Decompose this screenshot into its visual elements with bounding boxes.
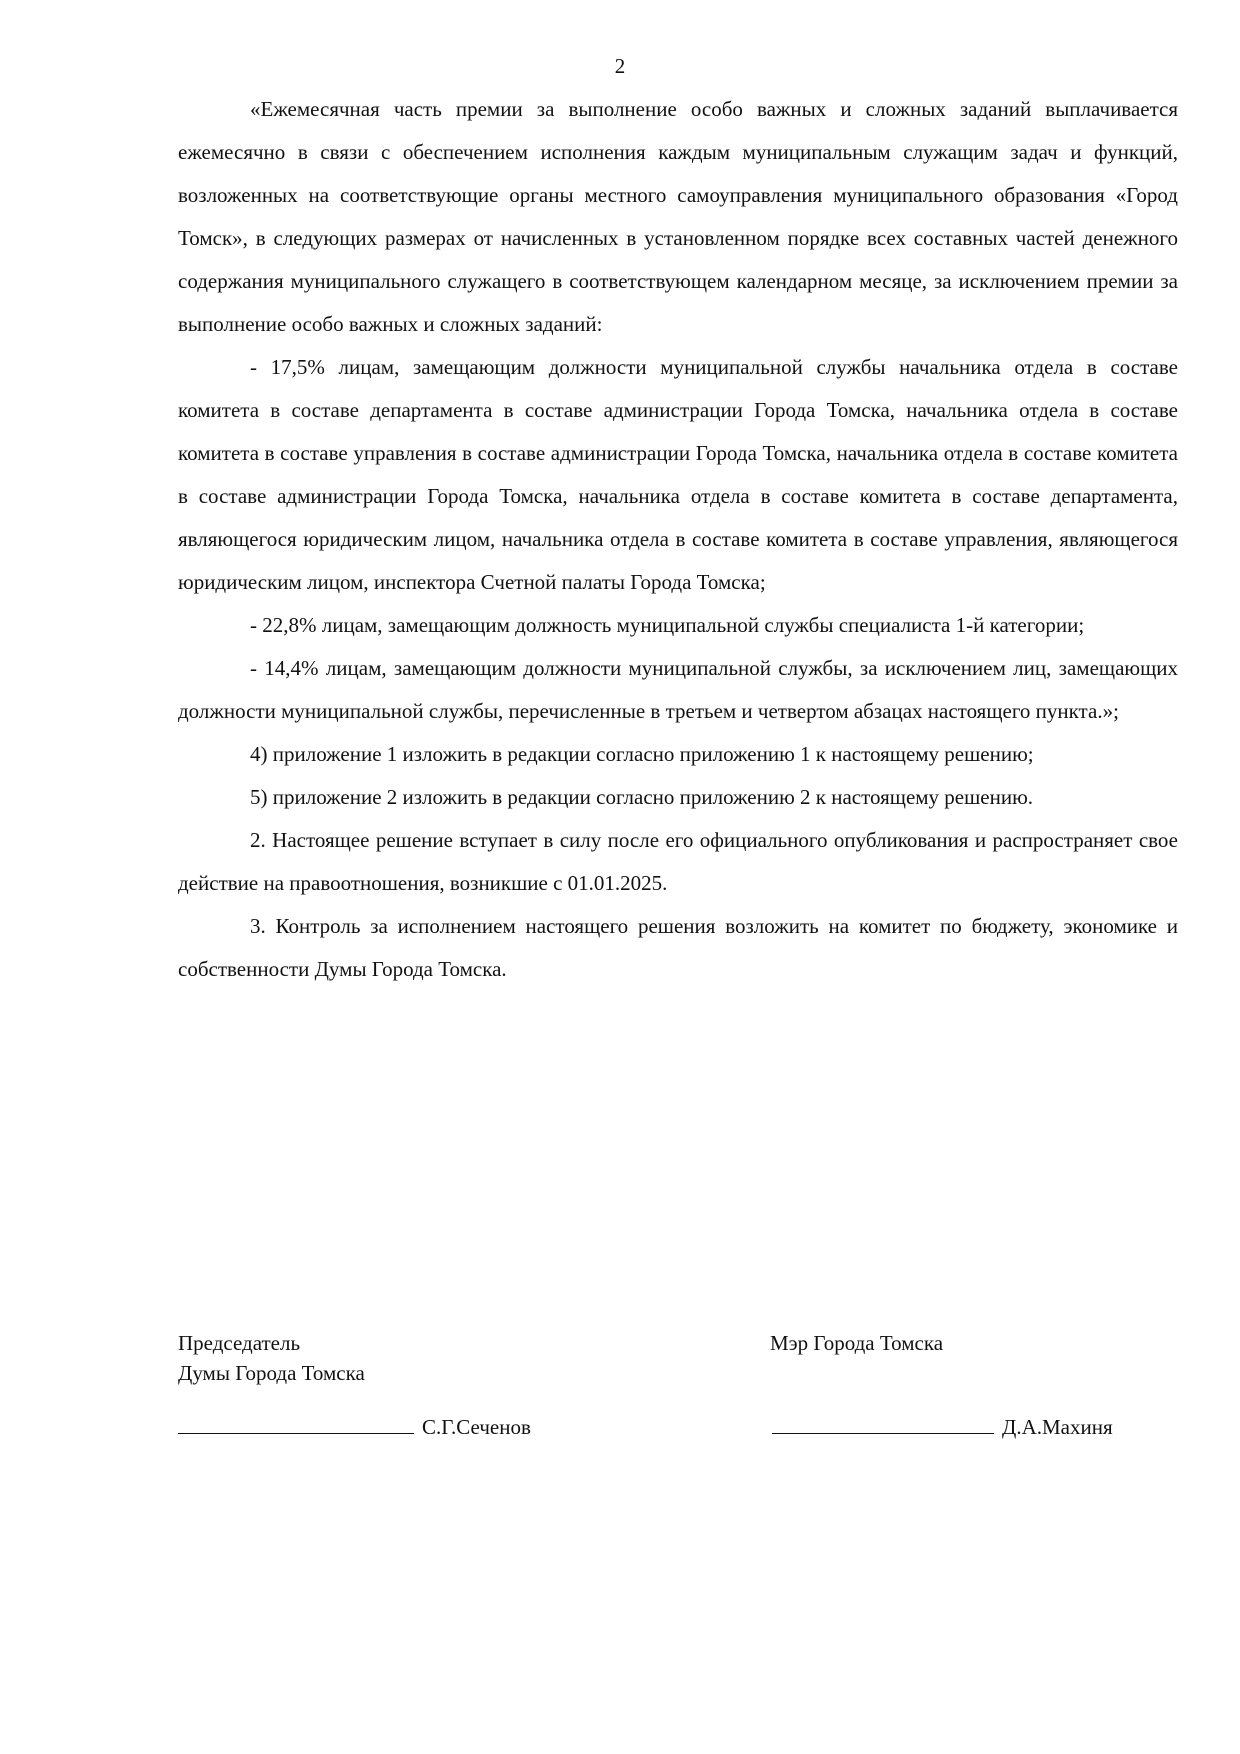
paragraph-control: 3. Контроль за исполнением настоящего решения возложить на комитет по бюджету, экономике и собственности Думы Города Томска. [178,914,1178,981]
document-body [178,88,1178,991]
chairman-name: С.Г.Сеченов [422,1415,531,1439]
paragraph-item-4: 4) приложение 1 изложить в редакции согласно приложению 1 к настоящему решению; [250,742,1034,766]
signature-block-mayor [770,1328,1170,1358]
mayor-signature-line [772,1412,1113,1442]
signature-block-chairman [178,1328,618,1388]
chairman-signature-underline [178,1413,414,1434]
paragraph-bonus-17-5: - 17,5% лицам, замещающим должности муниципальной службы начальника отдела в составе комитета в составе департамента в составе администрации Города Томска, начальника отдела в составе комитета в составе управления в составе администрации Города Томска, начальника отдела в составе комитета в составе администрации Города Томска, начальника отдела в составе комитета в составе департамента, являющегося юридическим лицом, начальника отдела в составе комитета в составе управления, являющегося юридическим лицом, инспектора Счетной палаты Города Томска; [178,355,1178,594]
paragraph-item-5: 5) приложение 2 изложить в редакции согласно приложению 2 к настоящему решению. [250,785,1034,809]
mayor-signature-underline [772,1413,994,1434]
chairman-signature-line [178,1412,531,1442]
chairman-title-line1: Председатель [178,1331,301,1355]
chairman-title-line2: Думы Города Томска [178,1361,365,1385]
paragraph-effective-date: 2. Настоящее решение вступает в силу после его официального опубликования и распространяет свое действие на правоотношения, возникшие с 01.01.2025. [178,828,1178,895]
paragraph-bonus-intro: «Ежемесячная часть премии за выполнение особо важных и сложных заданий выплачивается ежемесячно в связи с обеспечением исполнения каждым муниципальным служащим задач и функций, возложенных на соответствующие органы местного самоуправления муниципального образования «Город Томск», в следующих размерах от начисленных в установленном порядке всех составных частей денежного содержания муниципального служащего в соответствующем календарном месяце, за исключением премии за выполнение особо важных и сложных заданий: [178,97,1178,336]
mayor-title: Мэр Города Томска [770,1331,944,1355]
mayor-name: Д.А.Махиня [1002,1415,1113,1439]
signature-section [178,1328,1178,1468]
page-number: 2 [614,54,626,78]
paragraph-bonus-14-4: - 14,4% лицам, замещающим должности муниципальной службы, за исключением лиц, замещающих должности муниципальной службы, перечисленные в третьем и четвертом абзацах настоящего пункта.»; [178,656,1178,723]
paragraph-bonus-22-8: - 22,8% лицам, замещающим должность муниципальной службы специалиста 1-й категории; [250,613,1085,637]
